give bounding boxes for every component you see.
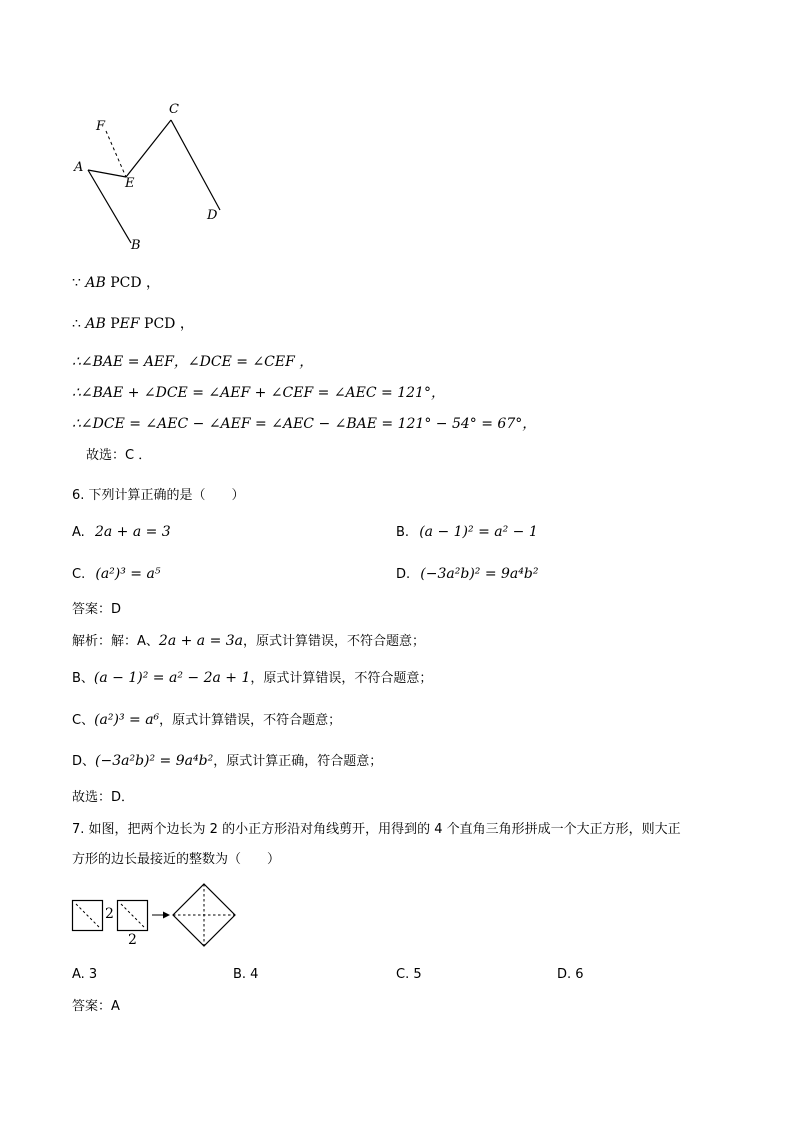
option-label: B. [396,525,410,540]
q7-stem-line-2: 方形的边长最接近的整数为（ ） [72,852,281,867]
point-label-d: D [207,208,218,223]
q7-option-d[interactable]: D. 6 [557,967,584,982]
explain-expr: (a²)³ = a⁶ [94,712,160,728]
segment-ef: EF [119,316,140,332]
relation-symbol: P [110,316,120,332]
proof-line-4: ∴∠BAE + ∠DCE = ∠AEF + ∠CEF = ∠AEC = 121°， [72,385,445,401]
q7-answer: 答案：A [72,999,120,1014]
q7-option-a[interactable]: A. 3 [72,967,98,982]
explain-expr: (a − 1)² = a² − 2a + 1 [93,670,251,686]
segment-cd: CD [153,316,176,332]
q7-option-b[interactable]: B. 4 [233,967,259,982]
explain-prefix: D、 [72,754,96,769]
explain-expr: 2a + a = 3a [158,633,244,649]
side-length-label-2: 2 [128,932,137,948]
segment-ab: AB [85,275,106,291]
side-length-label-1: 2 [105,906,114,922]
q6-stem: 6. 下列计算正确的是（ ） [72,488,245,503]
proof-choice: 故选：C ． [86,448,152,463]
q7-stem-line-1: 7. 如图，把两个边长为 2 的小正方形沿对角线剪开，用得到的 4 个直角三角形拼成一个大正方形，则大正 [72,822,681,837]
option-label: A. [72,525,85,540]
explain-text: ，原式计算错误，不符合题意； [250,671,433,686]
relation-symbol: P [144,316,154,332]
explain-text: ，原式计算错误，不符合题意； [159,713,342,728]
option-expr: (−3a²b)² = 9a⁴b² [420,566,539,582]
relation-symbol: P [110,275,120,291]
q6-choose: 故选：D． [72,790,135,805]
option-label: D. [396,567,411,582]
explain-prefix: C、 [72,713,95,728]
option-expr: (a²)³ = a⁵ [95,566,161,582]
because-symbol: ∵ [72,275,81,291]
point-label-c: C [169,102,179,117]
point-label-a: A [74,160,84,175]
explain-prefix: B、 [72,671,94,686]
point-label-f: F [96,119,106,134]
q6-answer: 答案：D [72,602,122,617]
explain-text: ，原式计算正确，符合题意； [213,754,383,769]
explain-prefix: 解析：解：A、 [72,634,159,649]
segment-cd: CD [119,275,142,291]
option-expr: 2a + a = 3 [94,524,171,540]
proof-line-3: ∴∠BAE = AEF，∠DCE = ∠CEF ， [72,354,314,370]
point-label-e: E [125,176,135,191]
punct: ， [179,316,194,332]
option-expr: (a − 1)² = a² − 1 [419,524,538,540]
punct: ， [146,275,161,291]
explain-expr: (−3a²b)² = 9a⁴b² [95,753,214,769]
proof-line-5: ∴∠DCE = ∠AEC − ∠AEF = ∠AEC − ∠BAE = 121° − 54° = 67°， [72,416,537,432]
point-label-b: B [131,238,141,253]
option-label: C. [72,567,86,582]
therefore-symbol: ∴ [72,316,81,332]
q7-option-c[interactable]: C. 5 [396,967,422,982]
explain-text: ，原式计算错误，不符合题意； [243,634,426,649]
segment-ab: AB [85,316,106,332]
